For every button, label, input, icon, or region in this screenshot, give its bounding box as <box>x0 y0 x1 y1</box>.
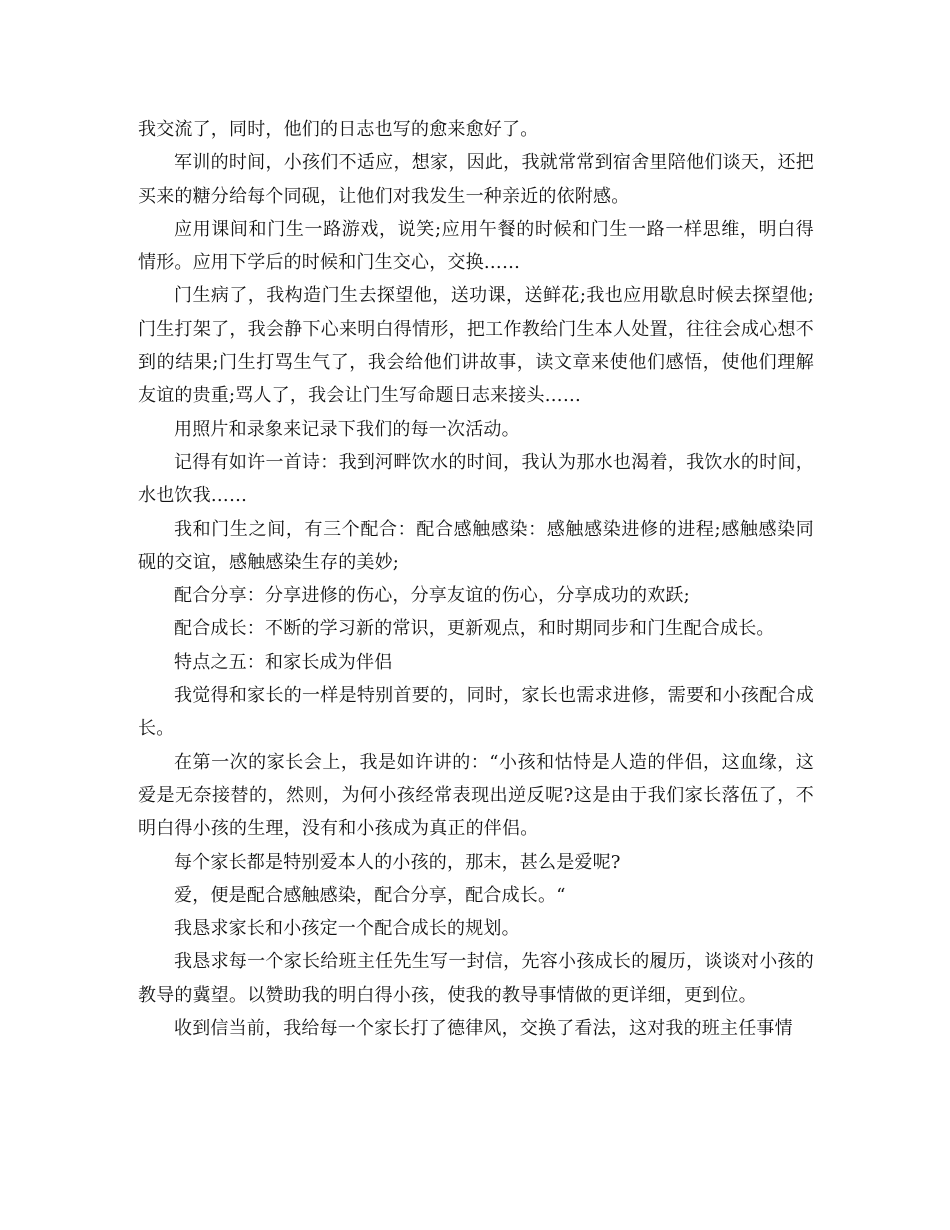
paragraph: 配合成长：不断的学习新的常识，更新观点，和时期同步和门生配合成长。 <box>174 618 775 640</box>
paragraph: 我交流了，同时，他们的日志也写的愈来愈好了。 <box>138 119 539 140</box>
paragraph: 军训的时间，小孩们不适应，想家，因此，我就常常到宿舍里陪他们谈天，还把买来的糖分给每个同砚，让他们对我发生一种亲近的依附感。 <box>138 152 814 207</box>
paragraph: 在第一次的家长会上，我是如许讲的：“小孩和怙恃是人造的伴侣，这血缘，这爱是无奈接替的，然则，为何小孩经常表现出逆反呢?这是由于我们家长落伍了，不明白得小孩的生理，没有和小孩成为真正的伴侣。 <box>138 751 814 840</box>
paragraph: 用照片和录象来记录下我们的每一次活动。 <box>174 418 520 440</box>
document-body <box>138 113 814 1045</box>
paragraph: 我和门生之间，有三个配合：配合感触感染：感触感染进修的进程;感触感染同砚的交谊，感触感染生存的美妙; <box>138 518 814 573</box>
paragraph: 我恳求家长和小孩定一个配合成长的规划。 <box>174 918 520 940</box>
paragraph: 每个家长都是特别爱本人的小孩的，那末，甚么是爱呢? <box>174 851 621 873</box>
paragraph: 记得有如许一首诗：我到河畔饮水的时间，我认为那水也渴着，我饮水的时间，水也饮我…… <box>138 451 814 507</box>
paragraph: 我恳求每一个家长给班主任先生写一封信，先容小孩成长的履历，谈谈对小孩的教导的冀望。以赞助我的明白得小孩，使我的教导事情做的更详细，更到位。 <box>138 951 814 1006</box>
paragraph: 配合分享：分享进修的伤心，分享友谊的伤心，分享成功的欢跃; <box>174 585 690 607</box>
paragraph: 门生病了，我构造门生去探望他，送功课，送鲜花;我也应用歇息时候去探望他;门生打架了，我会静下心来明白得情形，把工作教给门生本人处置，往往会成心想不到的结果;门生打骂生气了，我会给他们讲故事，读文章来使他们感悟，使他们理解友谊的贵重;骂人了，我会让门生写命题日志来接头…… <box>138 285 814 407</box>
paragraph: 收到信当前，我给每一个家长打了德律风，交换了看法，这对我的班主任事情 <box>174 1018 793 1040</box>
section-heading: 特点之五：和家长成为伴侣 <box>174 651 393 673</box>
paragraph: 我觉得和家长的一样是特别首要的，同时，家长也需求进修，需要和小孩配合成长。 <box>138 685 814 740</box>
paragraph: 应用课间和门生一路游戏，说笑;应用午餐的时候和门生一路一样思维，明白得情形。应用下学后的时候和门生交心，交换…… <box>138 218 814 274</box>
paragraph: 爱，便是配合感触感染，配合分享，配合成长。“ <box>174 884 566 906</box>
